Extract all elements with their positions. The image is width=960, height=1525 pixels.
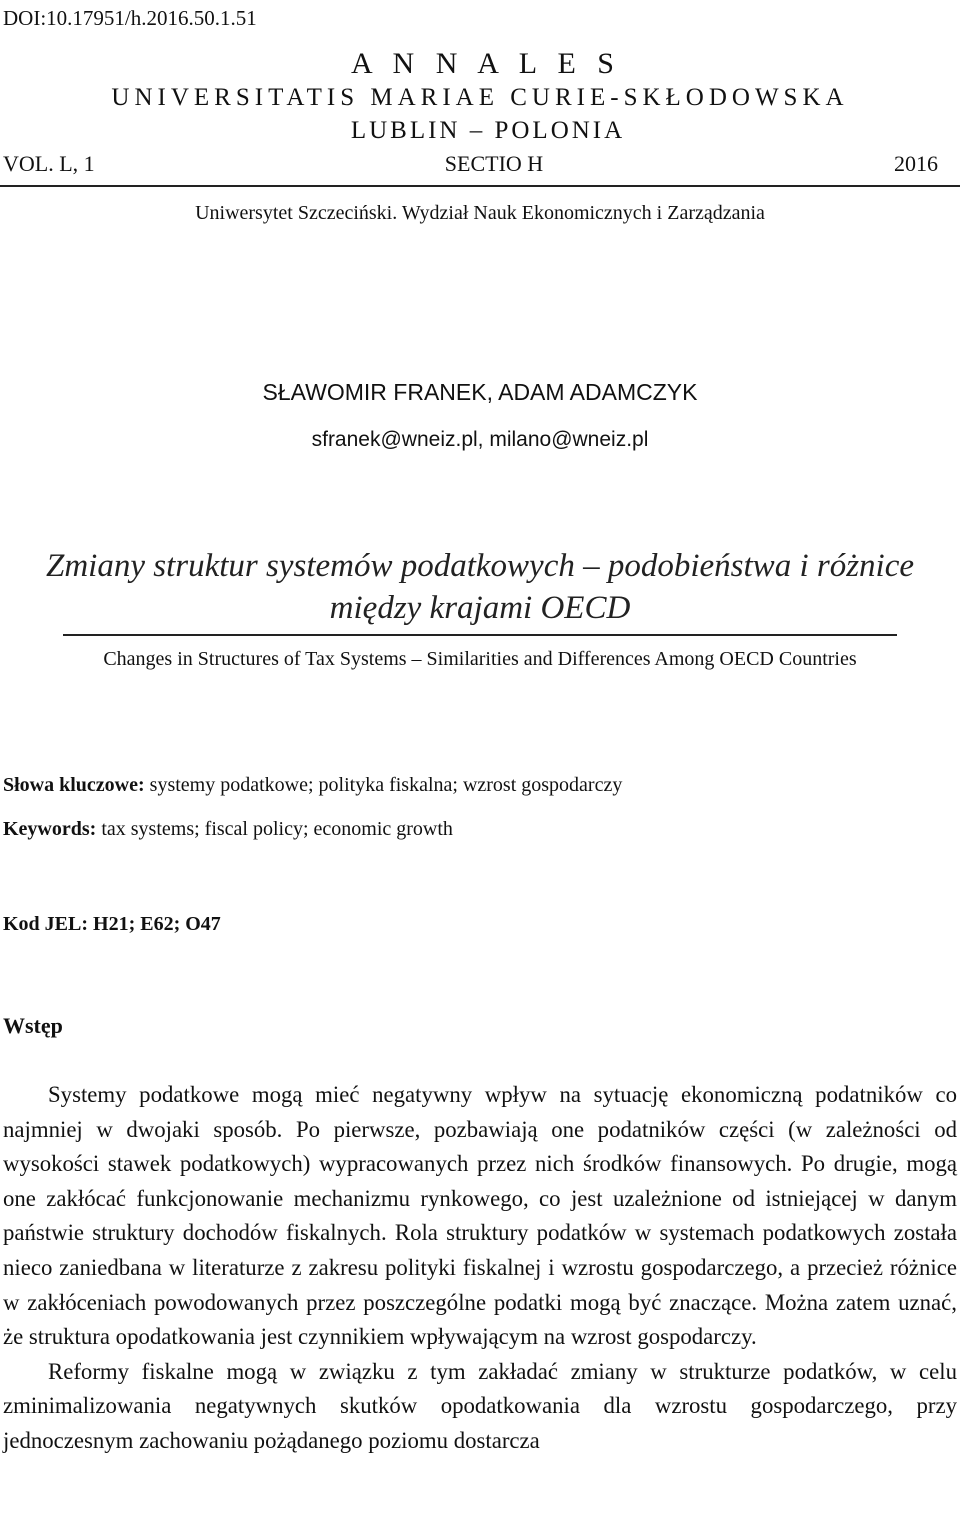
article-title-polish — [0, 545, 960, 629]
keywords-english-label: Keywords: — [3, 818, 97, 840]
year-label: 2016 — [894, 151, 938, 176]
journal-title: A N N A L E S — [351, 47, 621, 80]
jel-codes: Kod JEL: H21; E62; O47 — [3, 913, 221, 935]
authors: SŁAWOMIR FRANEK, ADAM ADAMCZYK — [262, 379, 698, 405]
keywords-polish-value: systemy podatkowe; polityka fiskalna; wzrost gospodarczy — [144, 774, 623, 796]
section-heading: Wstęp — [3, 1013, 63, 1038]
university-name: UNIVERSITATIS MARIAE CURIE-SKŁODOWSKA — [111, 84, 849, 111]
volume-label: VOL. L, 1 — [3, 151, 95, 176]
author-emails: sfranek@wneiz.pl, milano@wneiz.pl — [311, 428, 649, 451]
keywords-english — [3, 815, 453, 843]
paragraph: Systemy podatkowe mogą mieć negatywny wpływ na sytuację ekonomiczną podatników co najmniej w dwojaki sposób. Po pierwsze, pozbawiają one podatników części (w zależności od wysokości stawek podatkowych) wypracowanych przez nich środków finansowych. Po drugie, mogą one zakłócać funkcjonowanie mechanizmu rynkowego, co jest uzależnione od istniejącej w danym państwie struktury dochodów fiskalnych. Rola struktury podatków w systemach podatkowych została nieco zaniedbana w literaturze z zakresu polityki fiskalnej i wzrostu gospodarczego, a przecież różnice w zakłóceniach powodowanych przez poszczególne podatki mogą być znaczące. Można zatem uznać, że struktura opodatkowania jest czynnikiem wpływającym na wzrost gospodarczy. — [3, 1082, 957, 1350]
title-divider — [63, 634, 897, 636]
affiliation: Uniwersytet Szczeciński. Wydział Nauk Ekonomicznych i Zarządzania — [195, 202, 765, 224]
keywords-english-value: tax systems; fiscal policy; economic growth — [96, 818, 453, 840]
keywords-polish-label: Słowa kluczowe: — [3, 774, 145, 796]
article-title-english: Changes in Structures of Tax Systems – Similarities and Differences Among OECD Countries — [103, 648, 857, 670]
section-label: SECTIO H — [444, 151, 544, 176]
doi-line: DOI:10.17951/h.2016.50.1.51 — [3, 6, 257, 30]
article-title-line-2: między krajami OECD — [329, 590, 631, 626]
header-divider — [0, 185, 960, 187]
keywords-polish — [3, 771, 622, 799]
body-text — [3, 1078, 957, 1459]
city-name: LUBLIN – POLONIA — [350, 117, 626, 144]
article-title-line-1: Zmiany struktur systemów podatkowych – podobieństwa i różnice — [45, 548, 915, 584]
paragraph: Reformy fiskalne mogą w związku z tym zakładać zmiany w strukturze podatków, w celu zminimalizowania negatywnych skutków opodatkowania dla wzrostu gospodarczego, przy jednoczesnym zachowaniu pożądanego poziomu dostarcza — [3, 1358, 957, 1453]
